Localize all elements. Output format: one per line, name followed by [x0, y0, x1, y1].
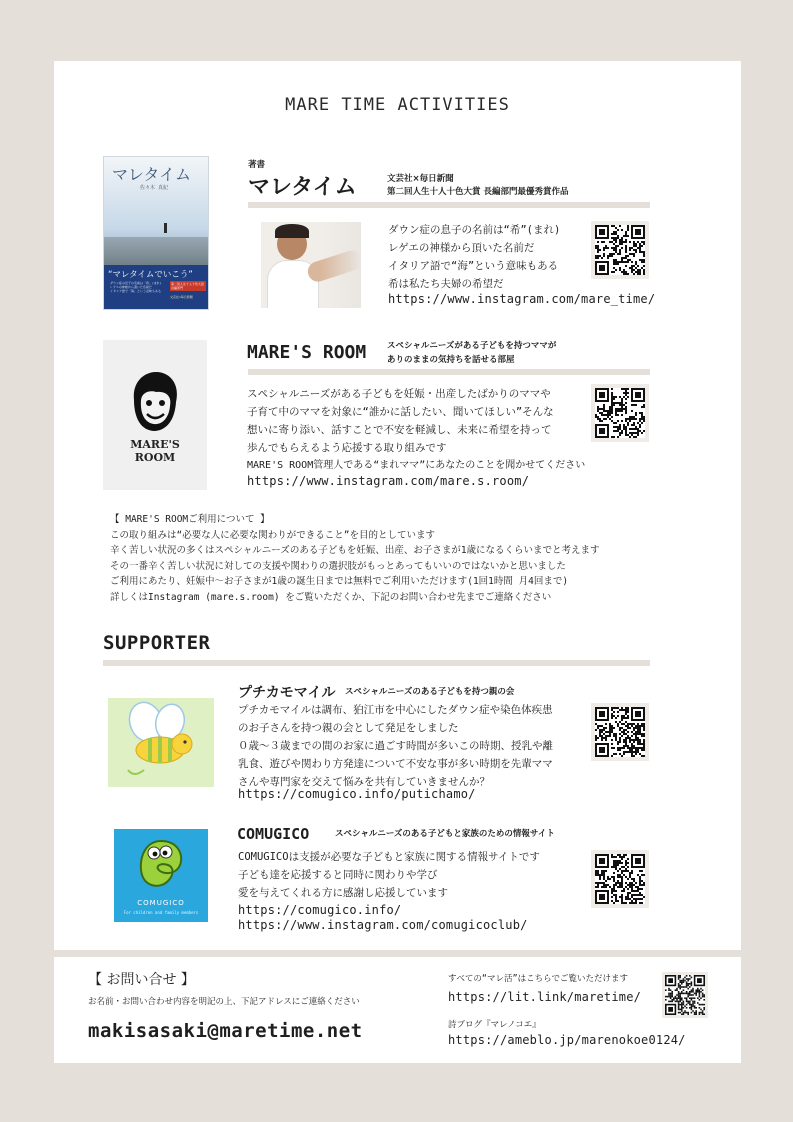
comugico-line: 子ども達を応援すると同時に関わりや学び — [238, 869, 438, 881]
comugico-logo-text: COMUGICO — [137, 899, 185, 907]
comugico-instagram-link[interactable]: https://www.instagram.com/comugicoclub/ — [238, 918, 528, 932]
all-activities-label: すべての“マレ活”はこちらでご覧いただけます — [448, 974, 628, 984]
book-line: 希は私たち夫婦の希望だ — [388, 278, 504, 290]
bee-illustration — [108, 698, 214, 787]
comugico-description — [238, 848, 540, 902]
book-divider — [248, 202, 650, 208]
usage-line: その一番辛く苦しい状況に対しての支援や関わりの選択肢がもっとあってもいいのではないかと思いました — [110, 560, 566, 572]
comugico-logo — [114, 829, 208, 922]
book-cover-publisher: 文芸社×毎日新聞 — [170, 295, 193, 299]
contact-email[interactable]: makisasaki@maretime.net — [88, 1020, 363, 1042]
room-line: 歩んでもらえるよう応援する取り組みです — [247, 442, 447, 454]
usage-line: 詳しくはInstagram (mare.s.room) をご覧いただくか、下記のお問い合わせ先までご連絡ください — [110, 591, 552, 603]
book-description — [388, 221, 560, 293]
room-line: スペシャルニーズがある子どもを妊娠・出産したばかりのママや — [247, 388, 551, 400]
page-title: MARE TIME ACTIVITIES — [285, 95, 510, 115]
mares-room-logo-text-1: MARE'S — [130, 438, 180, 451]
room-line: MARE'S ROOM管理人である“まれママ”にあなたのことを聞かせてください — [247, 460, 586, 471]
book-award: 第二回人生十人十色大賞 長編部門最優秀賞作品 — [387, 187, 569, 197]
book-instagram-link[interactable]: https://www.instagram.com/mare_time/ — [388, 292, 656, 306]
beach-figure — [164, 223, 167, 233]
blog-link[interactable]: https://ameblo.jp/marenokoe0124/ — [448, 1033, 686, 1047]
comugico-logo-subtext: For children and family members — [123, 910, 199, 915]
putichamo-line: ０歳〜３歳までの間のお家に過ごす時間が多いこの時期、授乳や離 — [238, 740, 553, 752]
son-photo — [261, 222, 361, 308]
putichamo-line: 乳食、遊びや関わり方発達について不安な事が多い時期を先輩ママ — [238, 758, 553, 770]
supporter-divider — [103, 660, 650, 666]
putichamo-description — [238, 701, 553, 791]
comugico-subtitle: スペシャルニーズのある子どもと家族のための情報サイト — [335, 829, 555, 839]
book-cover-body: ダウン症の息子の名前は「希」(まれ) レゲエの神様から頂いた名前だ イタリア語で「海」という意味もある — [110, 281, 162, 293]
book-publisher: 文芸社×毎日新聞 — [387, 174, 454, 184]
book-label: 著書 — [248, 160, 266, 170]
book-cover-title: マレタイム — [112, 165, 192, 184]
comugico-line: 愛を与えてくれる方に感謝し応援しています — [238, 887, 448, 899]
blog-label: 詩ブログ『マレノコエ』 — [448, 1020, 541, 1030]
putichamo-name: プチカモマイル — [238, 685, 336, 701]
book-name: マレタイム — [248, 175, 357, 200]
all-activities-link[interactable]: https://lit.link/maretime/ — [448, 990, 642, 1004]
room-instagram-link[interactable]: https://www.instagram.com/mare.s.room/ — [247, 474, 530, 488]
room-divider — [248, 369, 650, 375]
room-qr-code[interactable] — [591, 384, 649, 442]
usage-line: 辛く苦しい状況の多くはスペシャルニーズのある子どもを妊娠、出産、お子さまが1歳になるくらいまでと考えます — [110, 545, 600, 557]
book-line: イタリア語で“海”という意味もある — [388, 260, 559, 272]
main-panel — [54, 61, 741, 950]
contact-heading: 【 お問い合せ 】 — [88, 972, 195, 988]
book-qr-code[interactable] — [591, 221, 649, 279]
contact-note: お名前・お問い合わせ内容を明記の上、下記アドレスにご連絡ください — [88, 997, 360, 1007]
comugico-link[interactable]: https://comugico.info/ — [238, 903, 402, 917]
putichamo-subtitle: スペシャルニーズのある子どもを持つ親の会 — [345, 687, 515, 697]
room-line: 想いに寄り添い、話すことで不安を軽減し、未来に希望を持って — [247, 424, 552, 436]
book-line: ダウン症の息子の名前は“希”(まれ) — [388, 224, 561, 236]
comugico-qr-code[interactable] — [591, 850, 649, 908]
footer-qr-code[interactable] — [662, 972, 708, 1018]
book-line: レゲエの神様から頂いた名前だ — [388, 242, 535, 254]
putichamo-qr-code[interactable] — [591, 703, 649, 761]
contact-footer — [54, 957, 741, 1063]
comugico-line: COMUGICOは支援が必要な子どもと家族に関する情報サイトです — [238, 851, 540, 863]
book-cover-author: 佐々木 真紀 — [140, 185, 169, 191]
supporter-heading: SUPPORTER — [103, 632, 211, 654]
putichamo-line: さんや専門家を交えて悩みを共有していきませんか？ — [238, 776, 490, 788]
face-illustration — [128, 370, 182, 434]
book-cover-tagline: “マレタイムでいこう” — [108, 270, 193, 280]
putichamo-line: プチカモマイルは調布、狛江市を中心にしたダウン症や染色体疾患 — [238, 704, 553, 716]
usage-line: ご利用にあたり、妊娠中〜お子さまが1歳の誕生日までは無料でご利用いただけます(1回1時間 月4回まで) — [110, 576, 569, 588]
putichamo-logo — [108, 698, 214, 787]
room-description — [247, 385, 585, 475]
putichamo-line: のお子さんを持つ親の会として発足をしました — [238, 722, 459, 734]
book-cover — [103, 156, 209, 310]
usage-heading: 【 MARE'S ROOMご利用について 】 — [110, 514, 270, 525]
book-cover-award: 第二回人生十人十色大賞 長編部門 — [171, 282, 205, 290]
comugico-name: COMUGICO — [237, 825, 310, 843]
mares-room-logo — [103, 340, 207, 490]
putichamo-link[interactable]: https://comugico.info/putichamo/ — [238, 787, 476, 801]
room-line: 子育て中のママを対象に“誰かに話したい、聞いてほしい”そんな — [247, 406, 554, 418]
mares-room-logo-text-2: ROOM — [134, 451, 176, 464]
usage-line: この取り組みは“必要な人に必要な関わりができること”を目的としています — [110, 529, 435, 541]
mares-room-subtitle: スペシャルニーズがある子どもを持つママが ありのままの気持ちを話せる部屋 — [387, 341, 557, 365]
comugico-character — [134, 835, 188, 895]
mares-room-name: MARE'S ROOM — [247, 342, 367, 363]
usage-section — [110, 512, 600, 606]
